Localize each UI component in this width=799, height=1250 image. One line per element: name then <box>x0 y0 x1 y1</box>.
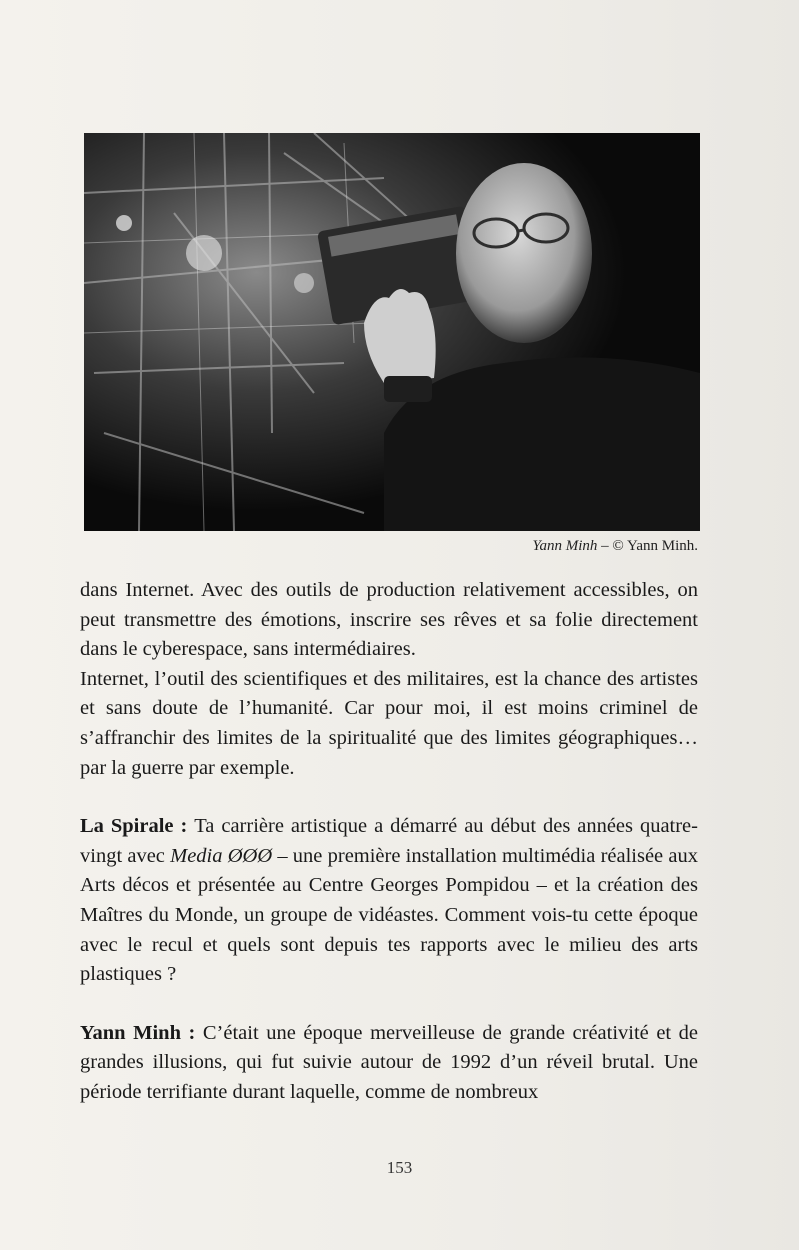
question-text: Ta carrière artistique a démarré au début des années quatre-vingt avec <box>80 815 698 867</box>
caption-credit: – © Yann Minh. <box>597 538 698 554</box>
answer-speaker: Yann Minh : <box>80 1021 203 1044</box>
interview-question <box>80 812 698 990</box>
photo-caption <box>84 538 698 555</box>
paragraph: dans Internet. Avec des outils de production relativement accessibles, on peut transmettre des émotions, inscrire ses rêves et sa folie directement dans le cyberespace, sans intermédiaires. <box>80 579 698 661</box>
paragraph: Internet, l’outil des scientifiques et des militaires, est la chance des artistes et sans doute de l’humanité. Car pour moi, il est moins criminel de s’affranchir des limites de la spiritualité que des limites géographiques… par la guerre par exemple. <box>80 667 698 779</box>
question-speaker: La Spirale : <box>80 815 195 838</box>
portrait-photo <box>84 133 700 531</box>
body-text <box>80 576 698 1108</box>
page-number: 153 <box>386 1158 413 1177</box>
interview-answer <box>80 1019 698 1108</box>
caption-name: Yann Minh <box>532 538 598 554</box>
question-text: – une première installation multimédia réalisée aux Arts décos et présentée au Centre Georges Pompidou – et la création des Maîtres du Monde, un groupe de vidéastes. Comment vois-tu cette époque avec le recul et quels sont depuis tes rapports avec le milieu des arts plastiques ? <box>80 844 698 986</box>
answer-text: C’était une époque merveilleuse de grande créativité et de grandes illusions, qui fut suivie autour de 1992 d’un réveil brutal. Une période terrifiante durant laquelle, comme de nombreux <box>80 1021 698 1103</box>
work-title: Media ØØØ <box>170 844 273 867</box>
